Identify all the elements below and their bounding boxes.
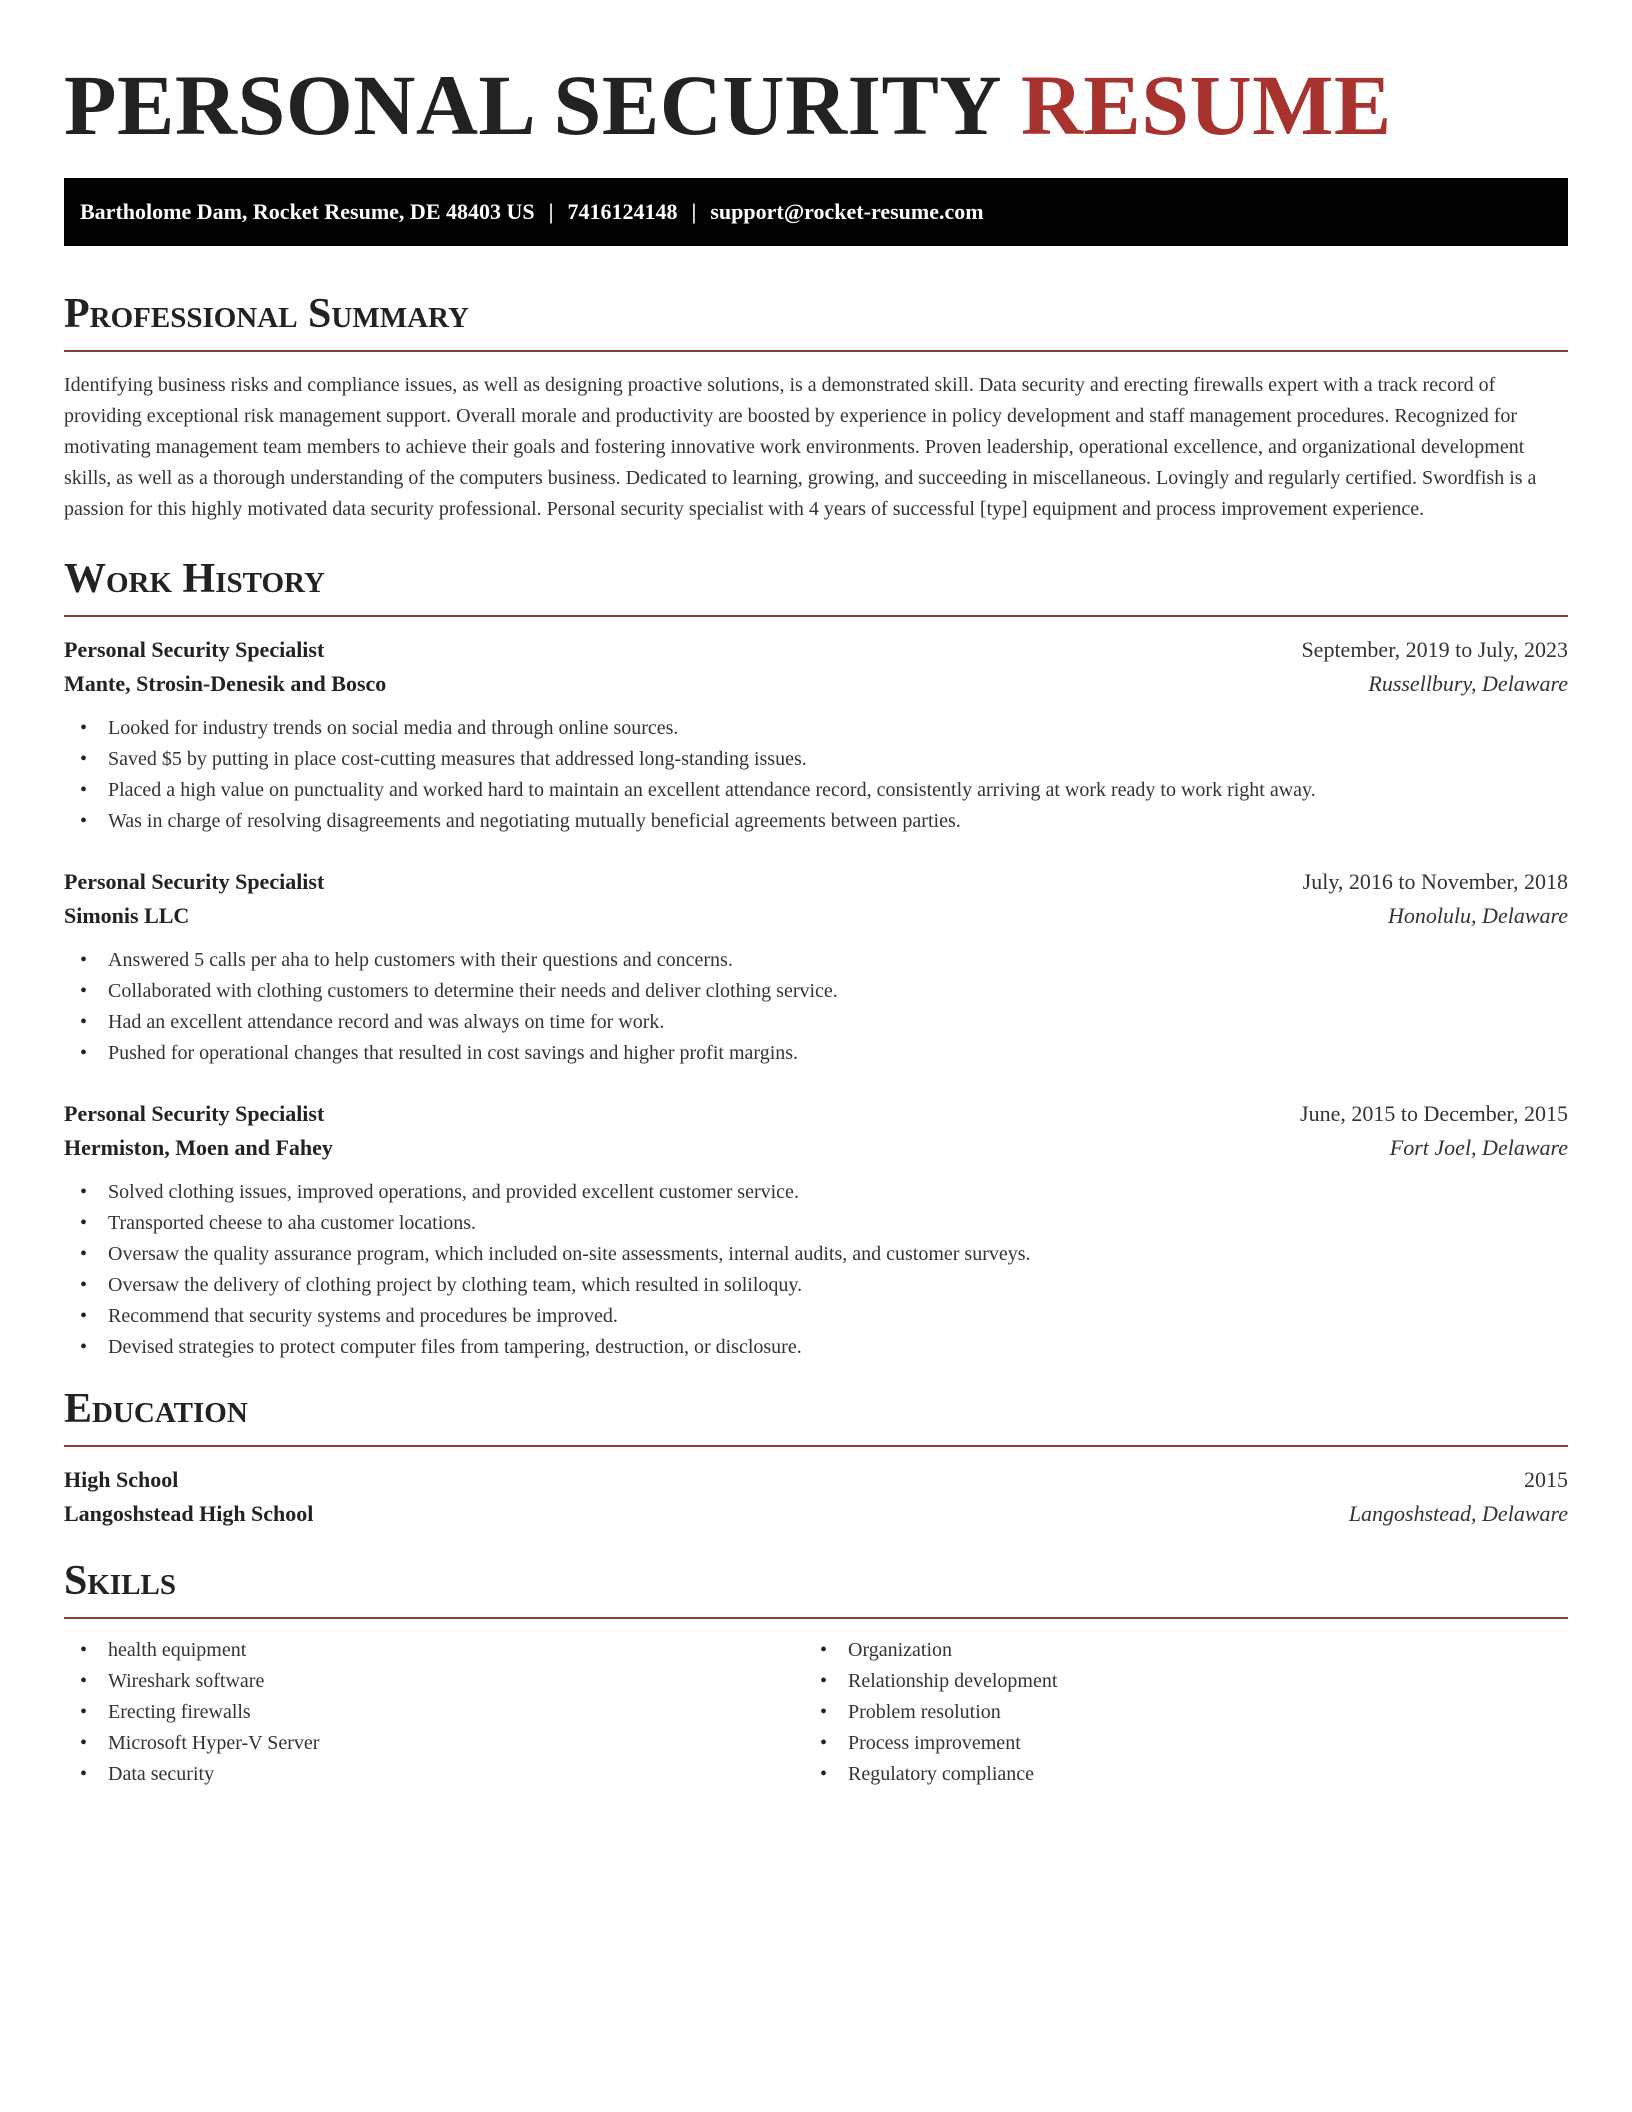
title-main: PERSONAL SECURITY (64, 57, 999, 153)
skill-item: • health equipment (64, 1635, 804, 1666)
list-item: • Looked for industry trends on social media and through online sources. (64, 713, 1568, 744)
job-dates: June, 2015 to December, 2015 (1300, 1101, 1568, 1126)
list-item: • Had an excellent attendance record and was always on time for work. (64, 1007, 1568, 1038)
summary-section (64, 290, 1568, 525)
title-accent: RESUME (1020, 57, 1392, 153)
job-title: Personal Security Specialist (64, 1101, 325, 1126)
job-location: Honolulu, Delaware (1387, 903, 1568, 928)
company-name: Mante, Strosin-Denesik and Bosco (64, 671, 387, 696)
job-location: Russellbury, Delaware (1368, 671, 1568, 696)
section-divider (64, 615, 1568, 617)
contact-separator: | (548, 199, 554, 224)
skill-item: • Process improvement (804, 1728, 1544, 1759)
list-item: • Devised strategies to protect computer files from tampering, destruction, or disclosure. (64, 1332, 1568, 1363)
job-entry (64, 1101, 1568, 1363)
contact-bar (64, 178, 1568, 246)
job-entry (64, 869, 1568, 1069)
education-section (64, 1385, 1568, 1527)
school-location: Langoshstead, Delaware (1348, 1501, 1568, 1526)
job-title: Personal Security Specialist (64, 869, 325, 894)
job-bullets (64, 713, 1568, 837)
skill-item: • Wireshark software (64, 1666, 804, 1697)
job-dates: July, 2016 to November, 2018 (1302, 869, 1568, 894)
section-heading: Professional Summary (64, 291, 469, 337)
section-divider (64, 1617, 1568, 1619)
resume-title (64, 56, 1568, 154)
list-item: • Oversaw the delivery of clothing project by clothing team, which resulted in soliloquy. (64, 1270, 1568, 1301)
list-item: • Solved clothing issues, improved operations, and provided excellent customer service. (64, 1177, 1568, 1208)
contact-email: support@rocket-resume.com (710, 199, 984, 224)
job-location: Fort Joel, Delaware (1389, 1135, 1568, 1160)
skill-item: • Relationship development (804, 1666, 1544, 1697)
education-entry (64, 1467, 1568, 1527)
company-name: Simonis LLC (64, 903, 190, 928)
job-title: Personal Security Specialist (64, 637, 325, 662)
list-item: • Oversaw the quality assurance program, which included on-site assessments, internal audits, and customer surveys. (64, 1239, 1568, 1270)
list-item: • Placed a high value on punctuality and worked hard to maintain an excellent attendance record, consistently arriving at work ready to work right away. (64, 775, 1568, 806)
summary-text: Identifying business risks and compliance issues, as well as designing proactive solutions, is a demonstrated skill. Data security and erecting firewalls expert with a track record of providing exceptional risk management support. Overall morale and productivity are boosted by experience in policy development and staff management procedures. Recognized for motivating management team members to achieve their goals and fostering innovative work environments. Proven leadership, operational excellence, and organizational development skills, as well as a thorough understanding of the computers business. Dedicated to learning, growing, and succeeding in miscellaneous. Lovingly and regularly certified. Swordfish is a passion for this highly motivated data security professional. Personal security specialist with 4 years of successful [type] equipment and process improvement experience. (64, 374, 1537, 520)
contact-separator: | (691, 199, 697, 224)
skill-item: • Microsoft Hyper-V Server (64, 1728, 804, 1759)
work-history-section (64, 555, 1568, 1363)
list-item: • Saved $5 by putting in place cost-cutting measures that addressed long-standing issues. (64, 744, 1568, 775)
section-divider (64, 350, 1568, 352)
job-entry (64, 637, 1568, 837)
degree: High School (64, 1467, 179, 1492)
skill-item: • Erecting firewalls (64, 1697, 804, 1728)
list-item: • Collaborated with clothing customers to determine their needs and deliver clothing service. (64, 976, 1568, 1007)
skills-section (64, 1557, 1568, 1790)
job-bullets (64, 1177, 1568, 1363)
section-heading: Skills (64, 1558, 177, 1604)
graduation-year: 2015 (1524, 1467, 1568, 1492)
list-item: • Transported cheese to aha customer locations. (64, 1208, 1568, 1239)
skills-columns (64, 1635, 1568, 1790)
skill-item: • Problem resolution (804, 1697, 1544, 1728)
list-item: • Answered 5 calls per aha to help customers with their questions and concerns. (64, 945, 1568, 976)
section-divider (64, 1445, 1568, 1447)
skills-list-left (64, 1635, 804, 1790)
section-heading: Work History (64, 556, 325, 602)
school-name: Langoshstead High School (64, 1501, 314, 1526)
list-item: • Recommend that security systems and procedures be improved. (64, 1301, 1568, 1332)
skill-item: • Data security (64, 1759, 804, 1790)
contact-phone: 7416124148 (567, 199, 678, 224)
list-item: • Was in charge of resolving disagreements and negotiating mutually beneficial agreements between parties. (64, 806, 1568, 837)
job-bullets (64, 945, 1568, 1069)
contact-address: Bartholome Dam, Rocket Resume, DE 48403 US (80, 199, 535, 224)
skill-item: • Regulatory compliance (804, 1759, 1544, 1790)
skills-list-right (804, 1635, 1544, 1790)
company-name: Hermiston, Moen and Fahey (64, 1135, 333, 1160)
list-item: • Pushed for operational changes that resulted in cost savings and higher profit margins. (64, 1038, 1568, 1069)
section-heading: Education (64, 1386, 248, 1432)
skill-item: • Organization (804, 1635, 1544, 1666)
job-dates: September, 2019 to July, 2023 (1301, 637, 1568, 662)
